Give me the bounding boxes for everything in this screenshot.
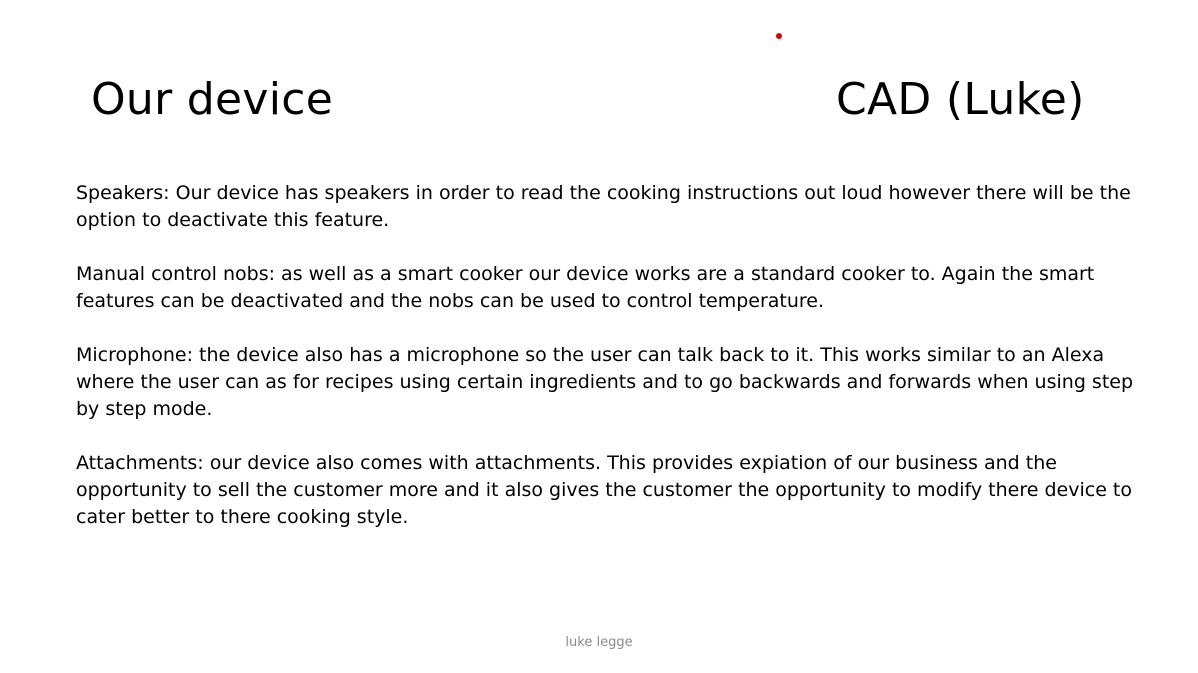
red-dot-marker xyxy=(776,33,782,39)
paragraph-manual-control: Manual control nobs: as well as a smart cooker our device works are a standard cooker to. Again the smart features can be deactivated and the nobs can be used to control temperature. xyxy=(76,263,1095,312)
paragraph-microphone: Microphone: the device also has a microphone so the user can talk back to it. This works similar to an Alexa where the user can as for recipes using certain ingredients and to go backwards and forwards when using step by step mode. xyxy=(76,344,1134,420)
slide-title-right: CAD (Luke) xyxy=(836,74,1085,125)
paragraph-attachments: Attachments: our device also comes with attachments. This provides expiation of our business and the opportunity to sell the customer more and it also gives the customer the opportunity to modify there device to cater better to there cooking style. xyxy=(76,452,1132,528)
paragraph-speakers: Speakers: Our device has speakers in order to read the cooking instructions out loud however there will be the option to deactivate this feature. xyxy=(76,182,1131,231)
slide-body xyxy=(76,180,1160,558)
slide-title-left: Our device xyxy=(91,74,334,125)
slide-footer: luke legge xyxy=(565,635,633,650)
